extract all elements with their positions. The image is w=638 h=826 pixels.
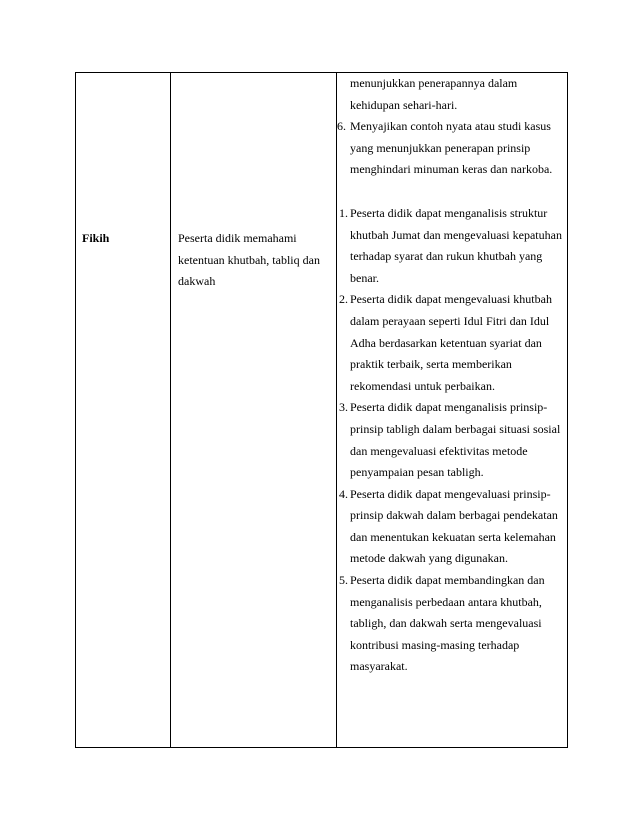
list-item-number: 5. xyxy=(339,573,348,588)
list-item-text: Peserta didik dapat mengevaluasi khutbah dalam perayaan seperti Idul Fitri dan Idul Adha berdasarkan ketentuan syariat dan praktik terbaik, serta memberikan rekomendasi untuk perbaikan. xyxy=(350,292,552,393)
list-item-text: Peserta didik dapat menganalisis struktur khutbah Jumat dan mengevaluasi kepatuhan terhadap syarat dan rukun khutbah yang benar. xyxy=(350,205,562,285)
list-item xyxy=(339,289,565,397)
list-item xyxy=(339,570,565,678)
competency-text: Peserta didik memahami ketentuan khutbah, tabliq dan dakwah xyxy=(178,231,320,289)
list-item-text: Peserta didik dapat mengevaluasi prinsip-prinsip dakwah dalam berbagai pendekatan dan menentukan kekuatan serta kelemahan metode dakwah yang digunakan. xyxy=(350,486,558,566)
list-item-text: Menyajikan contoh nyata atau studi kasus yang menunjukkan penerapan prinsip menghindari minuman keras dan narkoba. xyxy=(350,119,553,177)
list-item xyxy=(339,203,565,289)
list-item-number: 4. xyxy=(339,486,348,501)
list-item-number: 2. xyxy=(339,292,348,307)
subject-label: Fikih xyxy=(82,231,110,245)
list-item-text: Peserta didik dapat membandingkan dan menganalisis perbedaan antara khutbah, tabligh, dan dakwah serta mengevaluasi kontribusi masing-masing terhadap masyarakat. xyxy=(350,573,545,674)
list-item xyxy=(339,397,565,483)
competency-cell xyxy=(171,73,337,748)
objectives-list xyxy=(337,73,567,678)
list-item-number: 1. xyxy=(339,205,348,220)
list-item-number: 6. xyxy=(337,119,346,134)
table-row xyxy=(76,73,568,748)
list-item xyxy=(339,484,565,570)
objectives-cell xyxy=(337,73,568,748)
previous-continuation: menunjukkan penerapannya dalam kehidupan sehari-hari. xyxy=(350,76,518,112)
list-item-number: 3. xyxy=(339,400,348,415)
list-item-text: Peserta didik dapat menganalisis prinsip-prinsip tabligh dalam berbagai situasi sosial dan mengevaluasi efektivitas metode penyampaian pesan tabligh. xyxy=(350,400,561,480)
curriculum-table xyxy=(75,72,568,748)
subject-cell xyxy=(76,73,171,748)
list-item xyxy=(337,116,565,181)
